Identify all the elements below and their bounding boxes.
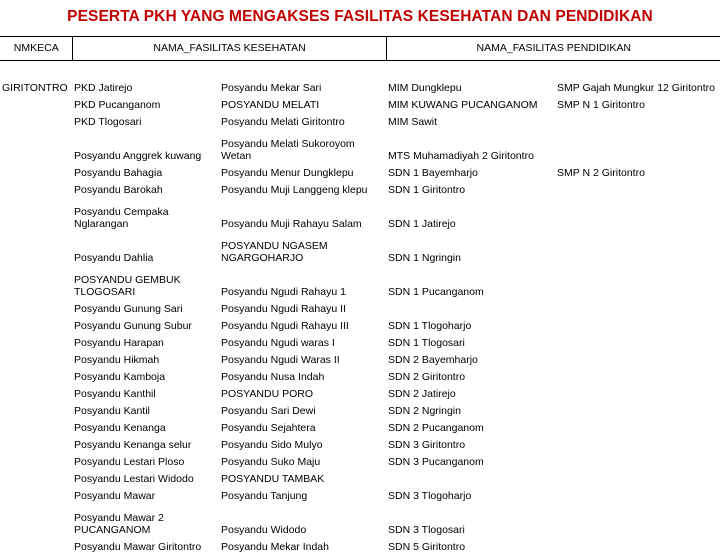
table-row xyxy=(0,95,720,112)
cell-fasilitas-pendidikan-2 xyxy=(555,299,720,316)
cell-kecamatan xyxy=(0,95,72,112)
cell-fasilitas-pendidikan-2 xyxy=(555,180,720,197)
cell-fasilitas-kesehatan-2: Posyandu Widodo xyxy=(221,524,307,536)
cell-fasilitas-kesehatan-2: Posyandu Suko Maju xyxy=(221,456,321,468)
cell-fasilitas-pendidikan-2 xyxy=(555,435,720,452)
cell-kecamatan xyxy=(0,265,72,299)
cell-fasilitas-pendidikan-1: SDN 2 Bayemharjo xyxy=(388,354,478,366)
cell-fasilitas-kesehatan-2: Posyandu Mekar Sari xyxy=(221,82,322,94)
cell-kecamatan xyxy=(0,452,72,469)
cell-fasilitas-kesehatan-2: Posyandu Melati Sukoroyom Wetan xyxy=(221,137,355,162)
cell-fasilitas-pendidikan-1: SDN 1 Tlogoharjo xyxy=(388,320,472,332)
cell-fasilitas-pendidikan-1: SDN 1 Pucanganom xyxy=(388,286,484,298)
cell-fasilitas-pendidikan-1: SDN 2 Ngringin xyxy=(388,405,461,417)
cell-fasilitas-kesehatan-2: POSYANDU MELATI xyxy=(221,99,320,111)
table-row xyxy=(0,367,720,384)
cell-fasilitas-kesehatan-1: Posyandu Gunung Subur xyxy=(74,320,192,332)
cell-fasilitas-kesehatan-1: PKD Pucanganom xyxy=(74,99,161,111)
cell-kecamatan xyxy=(0,112,72,129)
cell-fasilitas-pendidikan-1: MTS Muhamadiyah 2 Giritontro xyxy=(388,150,534,162)
cell-fasilitas-kesehatan-1: Posyandu Mawar 2 PUCANGANOM xyxy=(74,511,164,536)
table-row xyxy=(0,469,720,486)
cell-fasilitas-pendidikan-2 xyxy=(555,350,720,367)
cell-fasilitas-pendidikan-1: SDN 3 Tlogoharjo xyxy=(388,490,472,502)
cell-fasilitas-kesehatan-1: Posyandu Hikmah xyxy=(74,354,160,366)
cell-kecamatan xyxy=(0,401,72,418)
cell-fasilitas-pendidikan-2 xyxy=(555,537,720,554)
cell-fasilitas-kesehatan-2: Posyandu Sido Mulyo xyxy=(221,439,323,451)
table-row xyxy=(0,350,720,367)
table-header-row xyxy=(0,37,720,61)
cell-fasilitas-pendidikan-1: SDN 3 Giritontro xyxy=(388,439,466,451)
cell-kecamatan xyxy=(0,350,72,367)
cell-fasilitas-pendidikan-2: SMP N 1 Giritontro xyxy=(557,99,645,111)
cell-fasilitas-pendidikan-2 xyxy=(555,469,720,486)
cell-fasilitas-kesehatan-1: Posyandu Harapan xyxy=(74,337,164,349)
cell-fasilitas-pendidikan-1: SDN 1 Ngringin xyxy=(388,252,461,264)
cell-fasilitas-pendidikan-1: SDN 2 Jatirejo xyxy=(388,388,456,400)
cell-kecamatan xyxy=(0,197,72,231)
cell-kecamatan xyxy=(0,180,72,197)
table-row xyxy=(0,180,720,197)
table-row xyxy=(0,316,720,333)
cell-fasilitas-pendidikan-2: SMP N 2 Giritontro xyxy=(557,167,645,179)
table-row xyxy=(0,129,720,163)
table-row xyxy=(0,197,720,231)
cell-kecamatan xyxy=(0,503,72,537)
table-row xyxy=(0,333,720,350)
cell-fasilitas-kesehatan-2: Posyandu Nusa Indah xyxy=(221,371,325,383)
table-row xyxy=(0,265,720,299)
table-row xyxy=(0,486,720,503)
table-row xyxy=(0,299,720,316)
cell-fasilitas-kesehatan-2: POSYANDU PORO xyxy=(221,388,313,400)
cell-kecamatan xyxy=(0,163,72,180)
cell-fasilitas-kesehatan-2: Posyandu Ngudi waras I xyxy=(221,337,335,349)
cell-fasilitas-kesehatan-1: Posyandu Mawar xyxy=(74,490,156,502)
cell-fasilitas-kesehatan-2: Posyandu Ngudi Rahayu III xyxy=(221,320,349,332)
cell-fasilitas-kesehatan-1: Posyandu Kenanga selur xyxy=(74,439,192,451)
cell-fasilitas-kesehatan-2: Posyandu Menur Dungklepu xyxy=(221,167,354,179)
cell-fasilitas-kesehatan-2: Posyandu Sejahtera xyxy=(221,422,316,434)
table-row xyxy=(0,231,720,265)
cell-fasilitas-pendidikan-2 xyxy=(555,503,720,537)
cell-kecamatan xyxy=(0,486,72,503)
cell-fasilitas-kesehatan-1: POSYANDU GEMBUK TLOGOSARI xyxy=(74,273,181,298)
table-row xyxy=(0,163,720,180)
cell-kecamatan xyxy=(0,367,72,384)
cell-fasilitas-pendidikan-1 xyxy=(386,299,555,316)
cell-fasilitas-pendidikan-2 xyxy=(555,129,720,163)
cell-fasilitas-kesehatan-1: Posyandu Lestari Widodo xyxy=(74,473,194,485)
table-row xyxy=(0,401,720,418)
cell-fasilitas-pendidikan-2 xyxy=(555,401,720,418)
cell-fasilitas-pendidikan-2 xyxy=(555,316,720,333)
cell-fasilitas-pendidikan-1: MIM KUWANG PUCANGANOM xyxy=(388,99,538,111)
cell-fasilitas-pendidikan-2 xyxy=(555,384,720,401)
cell-fasilitas-pendidikan-2 xyxy=(555,418,720,435)
header-kecamatan: NMKECA xyxy=(0,37,72,61)
header-fasilitas-kesehatan: NAMA_FASILITAS KESEHATAN xyxy=(72,37,386,61)
cell-fasilitas-kesehatan-1: Posyandu Kantil xyxy=(74,405,150,417)
table-row xyxy=(0,61,720,95)
cell-fasilitas-kesehatan-1: Posyandu Gunung Sari xyxy=(74,303,183,315)
cell-kecamatan xyxy=(0,299,72,316)
cell-fasilitas-pendidikan-2 xyxy=(555,333,720,350)
cell-fasilitas-pendidikan-2 xyxy=(555,112,720,129)
cell-kecamatan xyxy=(0,129,72,163)
table-row xyxy=(0,503,720,537)
cell-fasilitas-pendidikan-2 xyxy=(555,367,720,384)
cell-fasilitas-kesehatan-1: Posyandu Anggrek kuwang xyxy=(74,150,202,162)
cell-fasilitas-kesehatan-1: Posyandu Mawar Giritontro xyxy=(74,541,202,553)
page-title: PESERTA PKH YANG MENGAKSES FASILITAS KESEHATAN DAN PENDIDIKAN xyxy=(67,8,653,25)
cell-fasilitas-kesehatan-1: Posyandu Dahlia xyxy=(74,252,154,264)
cell-kecamatan: GIRITONTRO xyxy=(2,82,68,94)
cell-kecamatan xyxy=(0,231,72,265)
cell-fasilitas-pendidikan-1: SDN 1 Jatirejo xyxy=(388,218,456,230)
cell-fasilitas-kesehatan-2: POSYANDU NGASEM NGARGOHARJO xyxy=(221,239,328,264)
cell-fasilitas-pendidikan-1: SDN 1 Giritontro xyxy=(388,184,466,196)
cell-fasilitas-kesehatan-2: Posyandu Sari Dewi xyxy=(221,405,316,417)
cell-fasilitas-kesehatan-2: Posyandu Melati Giritontro xyxy=(221,116,345,128)
table-row xyxy=(0,418,720,435)
cell-fasilitas-pendidikan-2 xyxy=(555,231,720,265)
cell-fasilitas-pendidikan-1: SDN 5 Giritontro xyxy=(388,541,466,553)
cell-kecamatan xyxy=(0,418,72,435)
cell-kecamatan xyxy=(0,537,72,554)
cell-fasilitas-pendidikan-1: MIM Dungklepu xyxy=(388,82,462,94)
cell-fasilitas-kesehatan-2: Posyandu Ngudi Rahayu 1 xyxy=(221,286,346,298)
cell-kecamatan xyxy=(0,435,72,452)
table-row xyxy=(0,384,720,401)
cell-fasilitas-kesehatan-1: Posyandu Kenanga xyxy=(74,422,166,434)
cell-fasilitas-pendidikan-1: SDN 1 Bayemharjo xyxy=(388,167,478,179)
cell-fasilitas-pendidikan-1: MIM Sawit xyxy=(388,116,438,128)
cell-fasilitas-kesehatan-1: PKD Jatirejo xyxy=(74,82,133,94)
cell-fasilitas-kesehatan-1: Posyandu Bahagia xyxy=(74,167,163,179)
cell-fasilitas-kesehatan-2: Posyandu Mekar Indah xyxy=(221,541,329,553)
cell-fasilitas-kesehatan-2: Posyandu Ngudi Waras II xyxy=(221,354,340,366)
cell-kecamatan xyxy=(0,333,72,350)
cell-fasilitas-pendidikan-2 xyxy=(555,486,720,503)
cell-fasilitas-kesehatan-2: POSYANDU TAMBAK xyxy=(221,473,325,485)
cell-fasilitas-pendidikan-2: SMP Gajah Mungkur 12 Giritontro xyxy=(557,82,715,94)
cell-fasilitas-kesehatan-1: PKD Tlogosari xyxy=(74,116,142,128)
cell-fasilitas-pendidikan-1: SDN 2 Pucanganom xyxy=(388,422,484,434)
cell-fasilitas-kesehatan-1: Posyandu Kamboja xyxy=(74,371,166,383)
cell-fasilitas-kesehatan-2: Posyandu Muji Langgeng klepu xyxy=(221,184,368,196)
cell-fasilitas-pendidikan-1: SDN 1 Tlogosari xyxy=(388,337,465,349)
cell-fasilitas-pendidikan-1: SDN 2 Giritontro xyxy=(388,371,466,383)
cell-fasilitas-pendidikan-2 xyxy=(555,265,720,299)
cell-fasilitas-kesehatan-1: Posyandu Cempaka Nglarangan xyxy=(74,205,169,230)
cell-kecamatan xyxy=(0,316,72,333)
cell-fasilitas-kesehatan-1: Posyandu Lestari Ploso xyxy=(74,456,185,468)
facilities-table xyxy=(0,36,720,554)
cell-fasilitas-pendidikan-1 xyxy=(386,469,555,486)
cell-fasilitas-kesehatan-2: Posyandu Muji Rahayu Salam xyxy=(221,218,362,230)
table-row xyxy=(0,537,720,554)
cell-fasilitas-kesehatan-1: Posyandu Kanthil xyxy=(74,388,156,400)
cell-fasilitas-kesehatan-1: Posyandu Barokah xyxy=(74,184,163,196)
cell-fasilitas-kesehatan-2: Posyandu Tanjung xyxy=(221,490,308,502)
cell-fasilitas-pendidikan-2 xyxy=(555,197,720,231)
header-fasilitas-pendidikan: NAMA_FASILITAS PENDIDIKAN xyxy=(386,37,720,61)
table-row xyxy=(0,452,720,469)
table-row xyxy=(0,112,720,129)
cell-fasilitas-pendidikan-2 xyxy=(555,452,720,469)
cell-fasilitas-kesehatan-2: Posyandu Ngudi Rahayu II xyxy=(221,303,346,315)
table-row xyxy=(0,435,720,452)
cell-fasilitas-pendidikan-1: SDN 3 Pucanganom xyxy=(388,456,484,468)
cell-kecamatan xyxy=(0,384,72,401)
cell-fasilitas-pendidikan-1: SDN 3 Tlogosari xyxy=(388,524,465,536)
cell-kecamatan xyxy=(0,469,72,486)
